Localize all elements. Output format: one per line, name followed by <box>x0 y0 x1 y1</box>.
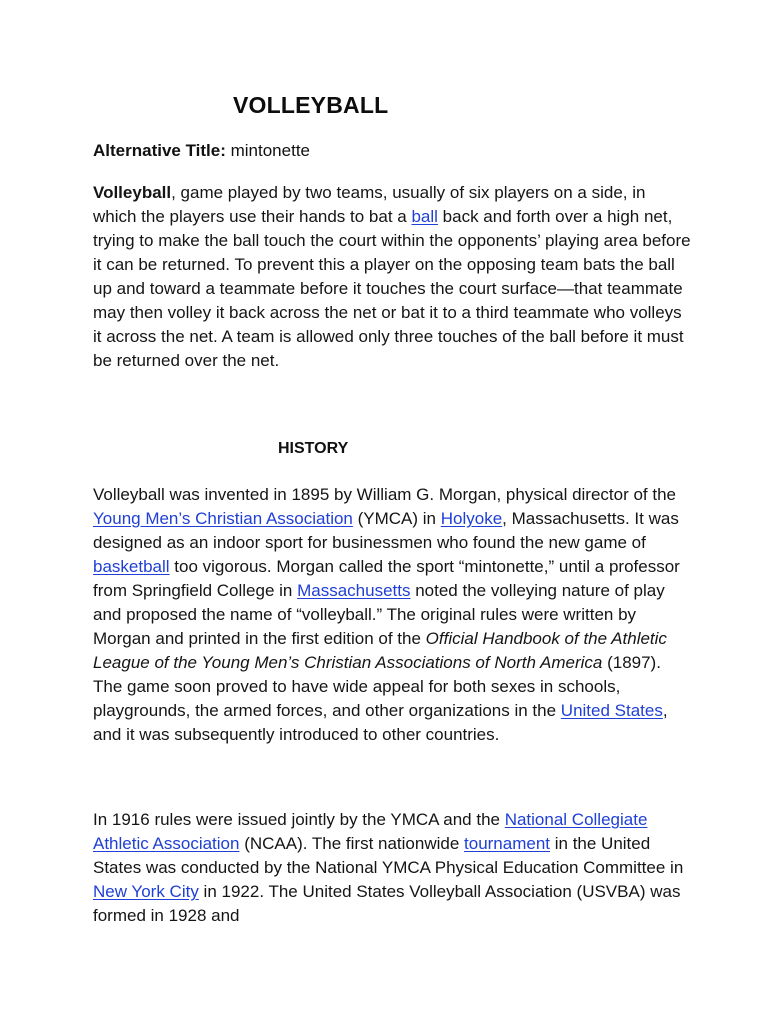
history-p1-text-5: noted the volleying nature of play and proposed the name of “volleyball.” The original rules were written by Morgan and printed in the first edition of the <box>93 581 665 648</box>
history-p2-text-4: in 1922. The United States Volleyball Association (USVBA) was formed in 1928 and <box>93 882 681 925</box>
intro-text-2: back and forth over a high net, trying to make the ball touch the court within the opponents’ playing area before it can be returned. To prevent this a player on the opposing team bats the ball up and toward a teammate before it touches the court surface—that teammate may then volley it back across the net or bat it to a third teammate who volleys it across the net. A team is allowed only three touches of the ball before it must be returned over the net. <box>93 207 691 370</box>
history-p1-text-7: , and it was subsequently introduced to other countries. <box>93 701 668 744</box>
history-paragraph-2 <box>93 808 693 928</box>
intro-paragraph <box>93 181 693 373</box>
history-p2-text-3: in the United States was conducted by the National YMCA Physical Education Committee in <box>93 834 684 877</box>
history-p1-text-6: (1897). The game soon proved to have wide appeal for both sexes in schools, playgrounds, the armed forces, and other organizations in the <box>93 653 661 720</box>
link-tournament[interactable]: tournament <box>464 834 551 853</box>
history-p1-text-1: Volleyball was invented in 1895 by William G. Morgan, physical director of the <box>93 485 677 504</box>
link-massachusetts[interactable]: Massachusetts <box>297 581 411 600</box>
alternative-title-value: mintonette <box>225 141 310 160</box>
link-ymca[interactable]: Young Men’s Christian Association <box>93 509 353 528</box>
history-p2-text-1: In 1916 rules were issued jointly by the YMCA and the <box>93 810 505 829</box>
link-ncaa[interactable]: National Collegiate Athletic Association <box>93 810 648 853</box>
history-p1-text-4: too vigorous. Morgan called the sport “mintonette,” until a professor from Springfield College in <box>93 557 680 600</box>
intro-lead-term: Volleyball <box>93 183 172 202</box>
handbook-title: Official Handbook of the Athletic League of the Young Men’s Christian Associations of North America <box>93 629 667 672</box>
document-title: VOLLEYBALL <box>233 92 389 118</box>
history-p1-text-3: , Massachusetts. It was designed as an indoor sport for businessmen who found the new game of <box>93 509 679 552</box>
link-ball[interactable]: ball <box>411 207 438 226</box>
history-p2-text-2: (NCAA). The first nationwide <box>239 834 465 853</box>
link-united-states[interactable]: United States <box>560 701 663 720</box>
link-holyoke[interactable]: Holyoke <box>440 509 503 528</box>
history-p1-text-2: (YMCA) in <box>352 509 441 528</box>
alternative-title-label: Alternative Title: <box>93 141 226 160</box>
history-heading: HISTORY <box>278 440 349 457</box>
history-paragraph-1 <box>93 483 693 747</box>
alternative-title-line <box>93 141 310 161</box>
intro-text-1: , game played by two teams, usually of six players on a side, in which the players use their hands to bat a <box>93 183 646 226</box>
link-basketball[interactable]: basketball <box>93 557 170 576</box>
link-new-york-city[interactable]: New York City <box>93 882 199 901</box>
